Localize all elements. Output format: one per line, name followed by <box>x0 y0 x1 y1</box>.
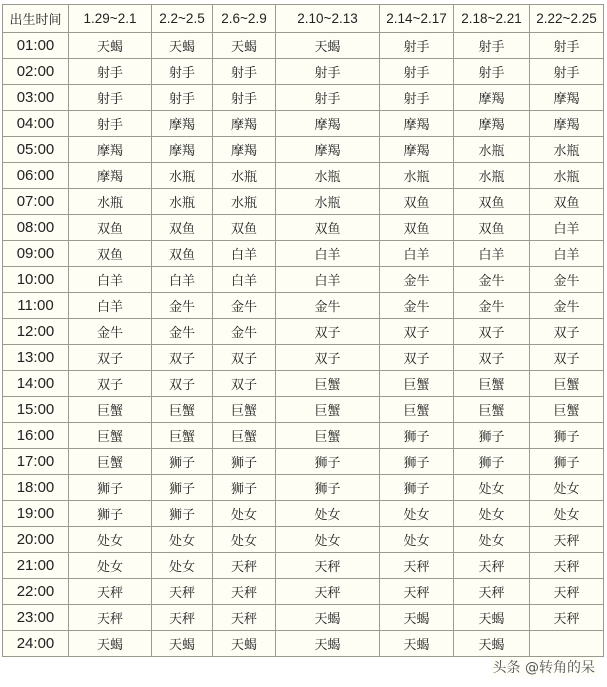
zodiac-sign-cell: 水瓶 <box>276 163 380 189</box>
birth-time-cell: 17:00 <box>3 449 69 475</box>
birth-time-cell: 22:00 <box>3 579 69 605</box>
column-header-date-range: 2.18~2.21 <box>454 5 530 33</box>
zodiac-sign-cell: 处女 <box>380 527 454 553</box>
zodiac-sign-cell: 摩羯 <box>454 111 530 137</box>
zodiac-sign-cell: 巨蟹 <box>380 397 454 423</box>
zodiac-sign-cell: 射手 <box>213 85 276 111</box>
zodiac-sign-cell: 狮子 <box>530 449 604 475</box>
table-row <box>3 345 604 371</box>
zodiac-sign-cell: 天蝎 <box>152 631 213 657</box>
zodiac-sign-cell: 巨蟹 <box>69 449 152 475</box>
table-row <box>3 189 604 215</box>
birth-time-cell: 05:00 <box>3 137 69 163</box>
zodiac-sign-cell: 双子 <box>69 371 152 397</box>
column-header-birth-time: 出生时间 <box>3 5 69 33</box>
zodiac-sign-cell <box>530 631 604 657</box>
table-row <box>3 33 604 59</box>
table-row <box>3 215 604 241</box>
zodiac-sign-cell: 天秤 <box>276 579 380 605</box>
zodiac-sign-cell: 巨蟹 <box>380 371 454 397</box>
birth-time-cell: 13:00 <box>3 345 69 371</box>
zodiac-sign-cell: 狮子 <box>380 423 454 449</box>
zodiac-sign-cell: 金牛 <box>380 293 454 319</box>
zodiac-sign-cell: 摩羯 <box>152 137 213 163</box>
zodiac-sign-cell: 双子 <box>454 319 530 345</box>
zodiac-sign-cell: 天秤 <box>152 605 213 631</box>
zodiac-sign-cell: 天秤 <box>213 579 276 605</box>
watermark: 头条 @转角的呆 <box>491 657 597 677</box>
zodiac-sign-cell: 狮子 <box>213 449 276 475</box>
zodiac-sign-cell: 水瓶 <box>454 137 530 163</box>
zodiac-sign-cell: 天秤 <box>213 605 276 631</box>
zodiac-sign-cell: 处女 <box>276 501 380 527</box>
column-header-date-range: 2.2~2.5 <box>152 5 213 33</box>
zodiac-sign-cell: 摩羯 <box>530 85 604 111</box>
zodiac-sign-cell: 金牛 <box>213 319 276 345</box>
table-row <box>3 371 604 397</box>
birth-time-cell: 16:00 <box>3 423 69 449</box>
table-row <box>3 553 604 579</box>
zodiac-sign-cell: 狮子 <box>152 475 213 501</box>
zodiac-sign-cell: 白羊 <box>69 293 152 319</box>
zodiac-sign-cell: 巨蟹 <box>213 423 276 449</box>
birth-time-cell: 19:00 <box>3 501 69 527</box>
zodiac-sign-cell: 双鱼 <box>276 215 380 241</box>
zodiac-sign-cell: 处女 <box>152 527 213 553</box>
header-row <box>3 5 604 33</box>
zodiac-sign-cell: 狮子 <box>213 475 276 501</box>
zodiac-sign-cell: 水瓶 <box>213 189 276 215</box>
zodiac-sign-cell: 金牛 <box>152 319 213 345</box>
birth-time-cell: 08:00 <box>3 215 69 241</box>
zodiac-sign-cell: 巨蟹 <box>152 397 213 423</box>
zodiac-sign-cell: 处女 <box>213 527 276 553</box>
table-row <box>3 85 604 111</box>
zodiac-sign-cell: 射手 <box>213 59 276 85</box>
zodiac-sign-cell: 处女 <box>276 527 380 553</box>
table-body <box>3 33 604 657</box>
zodiac-sign-cell: 水瓶 <box>454 163 530 189</box>
birth-time-cell: 14:00 <box>3 371 69 397</box>
birth-time-cell: 06:00 <box>3 163 69 189</box>
zodiac-sign-cell: 处女 <box>454 501 530 527</box>
zodiac-sign-cell: 天蝎 <box>152 33 213 59</box>
zodiac-sign-cell: 处女 <box>152 553 213 579</box>
zodiac-sign-cell: 狮子 <box>152 449 213 475</box>
table-row <box>3 267 604 293</box>
birth-time-cell: 15:00 <box>3 397 69 423</box>
zodiac-sign-cell: 处女 <box>69 553 152 579</box>
zodiac-sign-cell: 金牛 <box>213 293 276 319</box>
zodiac-sign-cell: 摩羯 <box>213 111 276 137</box>
zodiac-sign-cell: 巨蟹 <box>454 371 530 397</box>
table-row <box>3 111 604 137</box>
birth-time-cell: 01:00 <box>3 33 69 59</box>
zodiac-sign-cell: 狮子 <box>530 423 604 449</box>
zodiac-sign-cell: 狮子 <box>276 449 380 475</box>
zodiac-sign-cell: 水瓶 <box>530 137 604 163</box>
zodiac-sign-cell: 天蝎 <box>213 33 276 59</box>
zodiac-sign-cell: 双子 <box>276 345 380 371</box>
table-row <box>3 397 604 423</box>
zodiac-sign-cell: 狮子 <box>276 475 380 501</box>
zodiac-sign-cell: 狮子 <box>454 449 530 475</box>
zodiac-sign-cell: 双子 <box>69 345 152 371</box>
zodiac-sign-cell: 白羊 <box>213 267 276 293</box>
zodiac-sign-cell: 射手 <box>380 85 454 111</box>
zodiac-sign-cell: 射手 <box>454 59 530 85</box>
zodiac-sign-cell: 水瓶 <box>152 163 213 189</box>
column-header-date-range: 2.22~2.25 <box>530 5 604 33</box>
zodiac-sign-cell: 金牛 <box>276 293 380 319</box>
zodiac-sign-cell: 天蝎 <box>69 33 152 59</box>
zodiac-sign-cell: 射手 <box>530 33 604 59</box>
zodiac-sign-cell: 巨蟹 <box>530 397 604 423</box>
zodiac-sign-cell: 双鱼 <box>69 215 152 241</box>
zodiac-sign-cell: 天秤 <box>152 579 213 605</box>
zodiac-sign-cell: 金牛 <box>530 293 604 319</box>
table-row <box>3 475 604 501</box>
zodiac-sign-cell: 射手 <box>276 59 380 85</box>
zodiac-sign-cell: 天秤 <box>454 553 530 579</box>
zodiac-sign-cell: 天蝎 <box>454 631 530 657</box>
table-row <box>3 423 604 449</box>
zodiac-sign-cell: 摩羯 <box>152 111 213 137</box>
zodiac-sign-cell: 天蝎 <box>380 605 454 631</box>
zodiac-sign-cell: 狮子 <box>454 423 530 449</box>
column-header-date-range: 2.14~2.17 <box>380 5 454 33</box>
zodiac-sign-cell: 水瓶 <box>530 163 604 189</box>
zodiac-sign-cell: 巨蟹 <box>276 397 380 423</box>
zodiac-sign-cell: 巨蟹 <box>276 423 380 449</box>
zodiac-sign-cell: 天蝎 <box>454 605 530 631</box>
birth-time-cell: 09:00 <box>3 241 69 267</box>
zodiac-sign-cell: 金牛 <box>69 319 152 345</box>
zodiac-sign-cell: 天秤 <box>530 527 604 553</box>
zodiac-sign-cell: 白羊 <box>152 267 213 293</box>
zodiac-sign-cell: 摩羯 <box>276 137 380 163</box>
zodiac-sign-cell: 摩羯 <box>380 137 454 163</box>
zodiac-sign-cell: 双子 <box>152 345 213 371</box>
zodiac-sign-cell: 摩羯 <box>69 137 152 163</box>
zodiac-sign-cell: 双子 <box>152 371 213 397</box>
birth-time-cell: 02:00 <box>3 59 69 85</box>
zodiac-sign-cell: 金牛 <box>380 267 454 293</box>
zodiac-sign-cell: 射手 <box>380 59 454 85</box>
zodiac-sign-cell: 双鱼 <box>454 189 530 215</box>
zodiac-sign-cell: 天秤 <box>530 605 604 631</box>
zodiac-sign-cell: 射手 <box>276 85 380 111</box>
zodiac-sign-cell: 双子 <box>213 371 276 397</box>
zodiac-sign-cell: 巨蟹 <box>530 371 604 397</box>
zodiac-sign-cell: 摩羯 <box>380 111 454 137</box>
birth-time-cell: 03:00 <box>3 85 69 111</box>
zodiac-sign-cell: 天秤 <box>276 553 380 579</box>
zodiac-sign-cell: 天蝎 <box>380 631 454 657</box>
zodiac-sign-cell: 双鱼 <box>69 241 152 267</box>
zodiac-sign-cell: 白羊 <box>276 241 380 267</box>
zodiac-sign-cell: 摩羯 <box>276 111 380 137</box>
zodiac-sign-cell: 狮子 <box>380 475 454 501</box>
zodiac-sign-cell: 射手 <box>69 111 152 137</box>
zodiac-sign-cell: 双鱼 <box>152 241 213 267</box>
zodiac-sign-cell: 金牛 <box>454 293 530 319</box>
birth-time-cell: 23:00 <box>3 605 69 631</box>
zodiac-birth-time-table <box>2 4 604 657</box>
zodiac-sign-cell: 巨蟹 <box>213 397 276 423</box>
zodiac-sign-cell: 巨蟹 <box>69 397 152 423</box>
table-row <box>3 579 604 605</box>
table-row <box>3 241 604 267</box>
column-header-date-range: 2.6~2.9 <box>213 5 276 33</box>
zodiac-sign-cell: 白羊 <box>276 267 380 293</box>
zodiac-sign-cell: 处女 <box>454 475 530 501</box>
zodiac-sign-cell: 处女 <box>530 501 604 527</box>
zodiac-sign-cell: 金牛 <box>454 267 530 293</box>
zodiac-sign-cell: 双子 <box>213 345 276 371</box>
table-row <box>3 319 604 345</box>
zodiac-sign-cell: 天秤 <box>69 605 152 631</box>
zodiac-sign-cell: 天秤 <box>454 579 530 605</box>
table-row <box>3 631 604 657</box>
zodiac-sign-cell: 射手 <box>530 59 604 85</box>
zodiac-sign-cell: 天蝎 <box>276 605 380 631</box>
table-row <box>3 605 604 631</box>
zodiac-sign-cell: 双子 <box>530 345 604 371</box>
zodiac-sign-cell: 双子 <box>380 345 454 371</box>
zodiac-sign-cell: 天秤 <box>380 553 454 579</box>
zodiac-sign-cell: 金牛 <box>152 293 213 319</box>
zodiac-sign-cell: 巨蟹 <box>152 423 213 449</box>
birth-time-cell: 18:00 <box>3 475 69 501</box>
zodiac-sign-cell: 射手 <box>69 59 152 85</box>
birth-time-cell: 12:00 <box>3 319 69 345</box>
birth-time-cell: 10:00 <box>3 267 69 293</box>
zodiac-sign-cell: 射手 <box>152 85 213 111</box>
zodiac-sign-cell: 巨蟹 <box>69 423 152 449</box>
birth-time-cell: 07:00 <box>3 189 69 215</box>
zodiac-sign-cell: 水瓶 <box>276 189 380 215</box>
column-header-date-range: 2.10~2.13 <box>276 5 380 33</box>
zodiac-sign-cell: 天秤 <box>380 579 454 605</box>
zodiac-sign-cell: 水瓶 <box>152 189 213 215</box>
zodiac-sign-cell: 白羊 <box>530 241 604 267</box>
zodiac-sign-cell: 天蝎 <box>276 33 380 59</box>
zodiac-sign-cell: 狮子 <box>69 475 152 501</box>
birth-time-cell: 04:00 <box>3 111 69 137</box>
zodiac-sign-cell: 双鱼 <box>530 189 604 215</box>
zodiac-sign-cell: 双鱼 <box>380 215 454 241</box>
zodiac-sign-cell: 天秤 <box>530 553 604 579</box>
zodiac-sign-cell: 双鱼 <box>152 215 213 241</box>
zodiac-sign-cell: 处女 <box>530 475 604 501</box>
zodiac-sign-cell: 金牛 <box>530 267 604 293</box>
zodiac-sign-cell: 狮子 <box>69 501 152 527</box>
zodiac-sign-cell: 处女 <box>69 527 152 553</box>
zodiac-sign-cell: 双子 <box>530 319 604 345</box>
birth-time-cell: 24:00 <box>3 631 69 657</box>
table-row <box>3 137 604 163</box>
zodiac-sign-cell: 天蝎 <box>69 631 152 657</box>
table-row <box>3 59 604 85</box>
zodiac-sign-cell: 白羊 <box>454 241 530 267</box>
zodiac-sign-cell: 处女 <box>454 527 530 553</box>
zodiac-sign-cell: 狮子 <box>152 501 213 527</box>
zodiac-sign-cell: 摩羯 <box>213 137 276 163</box>
zodiac-sign-cell: 射手 <box>152 59 213 85</box>
zodiac-sign-cell: 双鱼 <box>213 215 276 241</box>
zodiac-sign-cell: 白羊 <box>213 241 276 267</box>
zodiac-sign-cell: 处女 <box>213 501 276 527</box>
zodiac-sign-cell: 白羊 <box>380 241 454 267</box>
zodiac-sign-cell: 双鱼 <box>380 189 454 215</box>
zodiac-sign-cell: 天蝎 <box>213 631 276 657</box>
zodiac-sign-cell: 天秤 <box>530 579 604 605</box>
zodiac-sign-cell: 射手 <box>454 33 530 59</box>
zodiac-sign-cell: 双子 <box>454 345 530 371</box>
zodiac-sign-cell: 射手 <box>380 33 454 59</box>
birth-time-cell: 11:00 <box>3 293 69 319</box>
zodiac-sign-cell: 天蝎 <box>276 631 380 657</box>
zodiac-sign-cell: 双子 <box>380 319 454 345</box>
zodiac-sign-cell: 白羊 <box>530 215 604 241</box>
zodiac-sign-cell: 天秤 <box>213 553 276 579</box>
zodiac-sign-cell: 天秤 <box>69 579 152 605</box>
zodiac-sign-cell: 白羊 <box>69 267 152 293</box>
table-row <box>3 163 604 189</box>
zodiac-sign-cell: 狮子 <box>380 449 454 475</box>
table-row <box>3 449 604 475</box>
birth-time-cell: 21:00 <box>3 553 69 579</box>
zodiac-sign-cell: 摩羯 <box>454 85 530 111</box>
table-row <box>3 293 604 319</box>
zodiac-sign-cell: 射手 <box>69 85 152 111</box>
zodiac-sign-cell: 摩羯 <box>530 111 604 137</box>
zodiac-sign-cell: 双子 <box>276 319 380 345</box>
zodiac-sign-cell: 摩羯 <box>69 163 152 189</box>
zodiac-sign-cell: 巨蟹 <box>276 371 380 397</box>
birth-time-cell: 20:00 <box>3 527 69 553</box>
table-row <box>3 527 604 553</box>
table-row <box>3 501 604 527</box>
zodiac-sign-cell: 水瓶 <box>380 163 454 189</box>
zodiac-sign-cell: 双鱼 <box>454 215 530 241</box>
zodiac-sign-cell: 水瓶 <box>213 163 276 189</box>
zodiac-sign-cell: 处女 <box>380 501 454 527</box>
zodiac-sign-cell: 水瓶 <box>69 189 152 215</box>
zodiac-sign-cell: 巨蟹 <box>454 397 530 423</box>
column-header-date-range: 1.29~2.1 <box>69 5 152 33</box>
